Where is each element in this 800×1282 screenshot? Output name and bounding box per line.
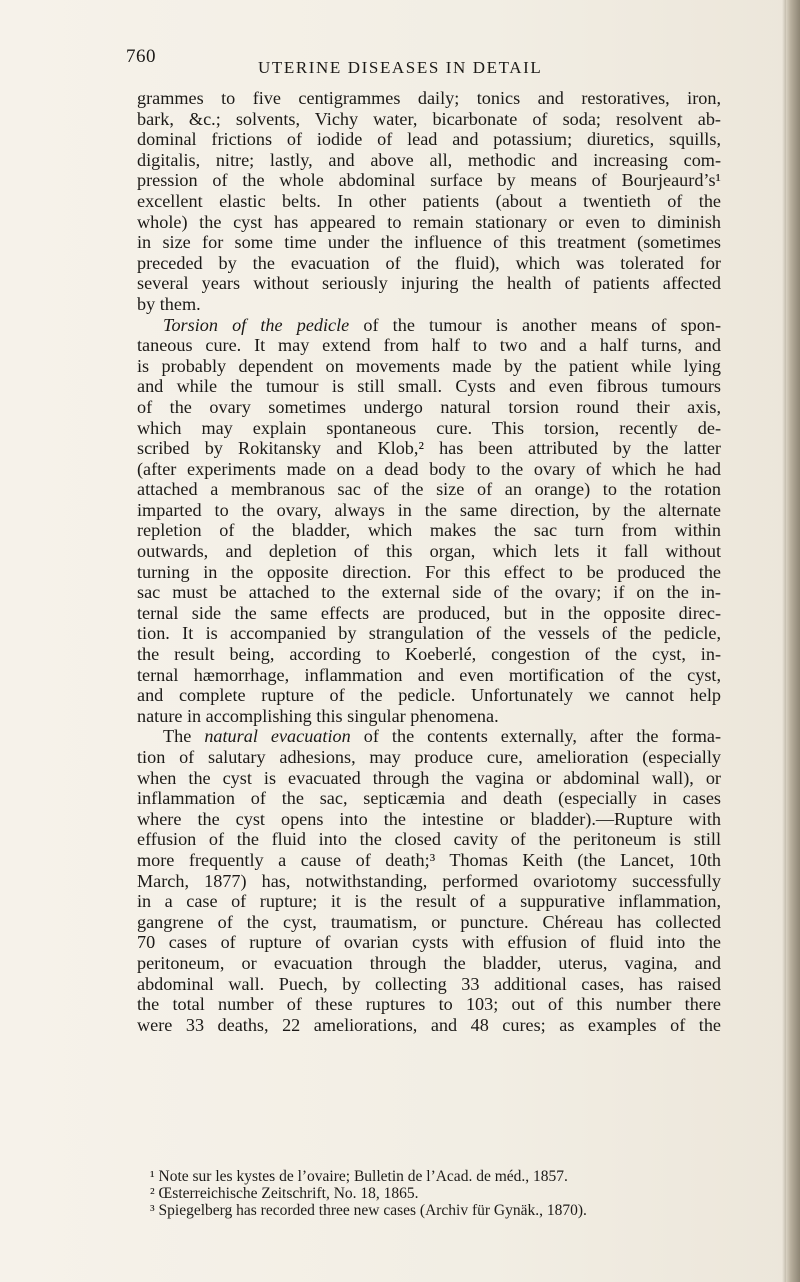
running-head: UTERINE DISEASES IN DETAIL (258, 58, 543, 77)
text-line: in size for some time under the influence of this treatment (sometimes (137, 232, 721, 253)
text-line: and while the tumour is still small. Cysts and even fibrous tumours (137, 376, 721, 397)
text-line: nature in accomplishing this singular phenomena. (137, 705, 499, 726)
text-line: inflammation of the sac, septicæmia and death (especially in cases (137, 788, 721, 809)
text-line: scribed by Rokitansky and Klob,² has been attributed by the latter (137, 438, 721, 459)
text-line: The natural evacuation of the contents externally, after the forma- (163, 726, 721, 747)
text-line: of the ovary sometimes undergo natural torsion round their axis, (137, 396, 721, 417)
text-line: (after experiments made on a dead body to the ovary of which he had (137, 458, 721, 479)
footnote: ¹ Note sur les kystes de l’ovaire; Bulletin de l’Acad. de méd., 1857. (150, 1168, 568, 1185)
text-line: tion of salutary adhesions, may produce cure, amelioration (especially (137, 747, 721, 767)
text-line: ternal side the same effects are produced, but in the opposite direc- (137, 602, 721, 623)
text-line: excellent elastic belts. In other patients (about a twentieth of the (137, 190, 721, 211)
text-line: imparted to the ovary, always in the same direction, by the alternate (137, 499, 721, 520)
text-line: Torsion of the pedicle of the tumour is another means of spon- (163, 314, 722, 335)
text-line: the result being, according to Koeberlé, congestion of the cyst, in- (137, 644, 721, 665)
text-line: effusion of the fluid into the closed cavity of the peritoneum is still (137, 829, 721, 850)
text-line: abdominal wall. Puech, by collecting 33 additional cases, has raised (137, 973, 721, 994)
text-line: in a case of rupture; it is the result of a suppurative inflammation, (137, 891, 721, 912)
text-line: bark, &c.; solvents, Vichy water, bicarbonate of soda; resolvent ab- (137, 108, 721, 129)
text-line: sac must be attached to the external side of the ovary; if on the in- (137, 582, 721, 603)
text-line: when the cyst is evacuated through the vagina or abdominal wall), or (137, 767, 721, 788)
text-line: gangrene of the cyst, traumatism, or puncture. Chéreau has collected (137, 911, 721, 932)
text-line: and complete rupture of the pedicle. Unfortunately we cannot help (137, 685, 721, 706)
text-line: several years without seriously injuring the health of patients affected (137, 273, 721, 294)
text-line: digitalis, nitre; lastly, and above all, methodic and increasing com- (137, 149, 721, 170)
text-line: whole) the cyst has appeared to remain stationary or even to diminish (137, 211, 721, 232)
text-line: the total number of these ruptures to 103; out of this number there (137, 994, 721, 1015)
footnote: ³ Spiegelberg has recorded three new cases (Archiv für Gynäk., 1870). (150, 1202, 587, 1219)
book-spine-edge (786, 0, 800, 1282)
text-line: March, 1877) has, notwithstanding, performed ovariotomy successfully (137, 870, 721, 891)
page-number: 760 (126, 46, 156, 67)
text-line: turning in the opposite direction. For this effect to be produced the (137, 561, 721, 582)
text-line: preceded by the evacuation of the fluid), which was tolerated for (137, 252, 721, 273)
footnote: ² Œsterreichische Zeitschrift, No. 18, 1865. (150, 1185, 419, 1202)
text-line: which may explain spontaneous cure. This torsion, recently de- (137, 417, 721, 438)
text-line: grammes to five centigrammes daily; tonics and restoratives, iron, (137, 88, 721, 108)
text-line: by them. (137, 293, 201, 314)
body-text (137, 88, 721, 1035)
text-line: where the cyst opens into the intestine or bladder).—Rupture with (137, 808, 721, 829)
text-line: were 33 deaths, 22 ameliorations, and 48 cures; as examples of the (137, 1014, 721, 1035)
text-line: 70 cases of rupture of ovarian cysts with effusion of fluid into the (137, 932, 721, 953)
footnotes (150, 1168, 720, 1219)
text-line: peritoneum, or evacuation through the bladder, uterus, vagina, and (137, 952, 721, 973)
text-line: repletion of the bladder, which makes the sac turn from within (137, 520, 721, 541)
text-line: is probably dependent on movements made by the patient while lying (137, 355, 721, 376)
text-line: dominal frictions of iodide of lead and potassium; diuretics, squills, (137, 129, 721, 150)
text-line: more frequently a cause of death;³ Thomas Keith (the Lancet, 10th (137, 849, 721, 870)
text-line: attached a membranous sac of the size of an orange) to the rotation (137, 479, 721, 500)
text-line: taneous cure. It may extend from half to two and a half turns, and (137, 335, 721, 356)
text-line: tion. It is accompanied by strangulation of the vessels of the pedicle, (137, 623, 721, 644)
text-line: outwards, and depletion of this organ, which lets it fall without (137, 541, 721, 562)
text-line: ternal hæmorrhage, inflammation and even mortification of the cyst, (137, 664, 721, 685)
text-line: pression of the whole abdominal surface by means of Bourjeaurd’s¹ (137, 170, 721, 191)
